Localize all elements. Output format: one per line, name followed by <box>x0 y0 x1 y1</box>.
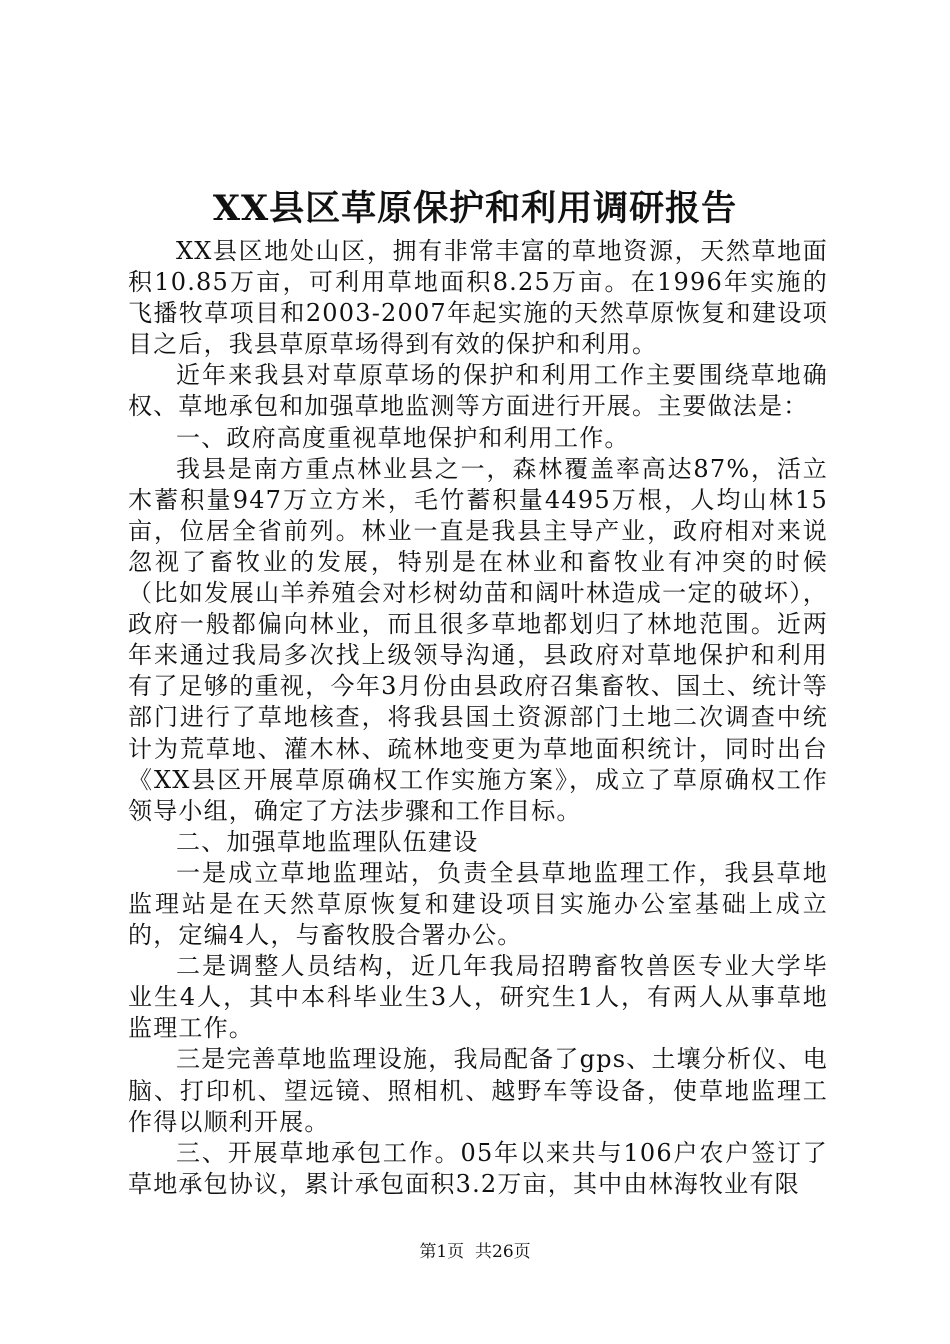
paragraph: XX县区地处山区，拥有非常丰富的草地资源，天然草地面积10.85万亩，可利用草地面积8.25万亩。在1996年实施的飞播牧草项目和2003-2007年起实施的天然草原恢复和建设项目之后，我县草原草场得到有效的保护和利用。 <box>128 237 828 359</box>
section-heading: 一、政府高度重视草地保护和利用工作。 <box>176 423 630 452</box>
section-heading: 二、加强草地监理队伍建设 <box>176 827 479 856</box>
document-title: XX县区草原保护和利用调研报告 <box>212 188 738 229</box>
paragraph: 我县是南方重点林业县之一，森林覆盖率高达87%，活立木蓄积量947万立方米，毛竹蓄积量4495万根，人均山林15亩，位居全省前列。林业一直是我县主导产业，政府相对来说忽视了畜牧业的发展，特别是在林业和畜牧业有冲突的时候（比如发展山羊养殖会对杉树幼苗和阔叶林造成一定的破坏），政府一般都偏向林业，而且很多草地都划归了林地范围。近两年来通过我局多次找上级领导沟通，县政府对草地保护和利用有了足够的重视，今年3月份由县政府召集畜牧、国土、统计等部门进行了草地核查，将我县国土资源部门土地二次调查中统计为荒草地、灌木林、疏林地变更为草地面积统计，同时出台《XX县区开展草原确权工作实施方案》，成立了草原确权工作领导小组，确定了方法步骤和工作目标。 <box>128 454 828 825</box>
paragraph: 近年来我县对草原草场的保护和利用工作主要围绕草地确权、草地承包和加强草地监测等方面进行开展。主要做法是： <box>128 361 828 421</box>
paragraph: 一是成立草地监理站，负责全县草地监理工作，我县草地监理站是在天然草原恢复和建设项目实施办公室基础上成立的，定编4人，与畜牧股合署办公。 <box>128 858 828 950</box>
paragraph: 二是调整人员结构，近几年我局招聘畜牧兽医专业大学毕业生4人，其中本科毕业生3人，研究生1人，有两人从事草地监理工作。 <box>128 952 828 1043</box>
page-footer <box>0 1240 950 1264</box>
paragraph: 三、开展草地承包工作。05年以来共与106户农户签订了草地承包协议，累计承包面积3.2万亩，其中由林海牧业有限 <box>128 1138 828 1198</box>
page-total: 共26页 <box>475 1242 531 1262</box>
paragraph: 三是完善草地监理设施，我局配备了gps、土壤分析仪、电脑、打印机、望远镜、照相机、越野车等设备，使草地监理工作得以顺利开展。 <box>128 1045 828 1136</box>
page-number: 第1页 <box>419 1242 465 1262</box>
document-body <box>128 236 828 1200</box>
